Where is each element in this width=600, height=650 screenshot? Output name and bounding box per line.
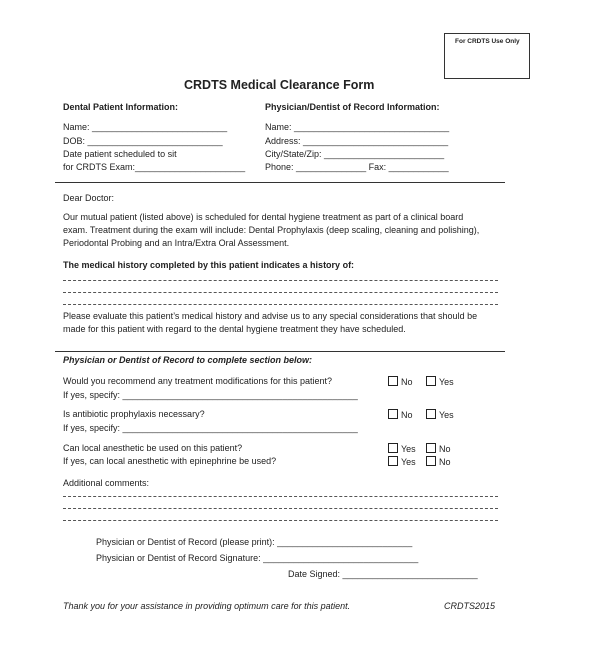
physician-city-field[interactable]: City/State/Zip: ________________________: [265, 149, 445, 159]
q4-text: If yes, can local anesthetic with epinephrine be used?: [63, 456, 277, 466]
section-heading: Physician or Dentist of Record to complete section below:: [63, 355, 313, 365]
q4-yes-option[interactable]: Yes: [388, 456, 416, 467]
print-name-field[interactable]: Physician or Dentist of Record (please print): ___________________________: [96, 537, 413, 547]
patient-date-label: Date patient scheduled to sit: [63, 149, 177, 159]
letter-para1-line1: Our mutual patient (listed above) is scheduled for dental hygiene treatment as part of a clinical board: [63, 212, 464, 222]
physician-phone-field[interactable]: Phone: ______________ Fax: ____________: [265, 162, 449, 172]
q3-no-option[interactable]: No: [426, 443, 451, 454]
comments-line[interactable]: [63, 508, 498, 509]
date-signed-field[interactable]: Date Signed: ___________________________: [288, 569, 478, 579]
comments-line[interactable]: [63, 496, 498, 497]
history-line[interactable]: [63, 304, 498, 305]
history-line[interactable]: [63, 292, 498, 293]
checkbox-icon[interactable]: [388, 443, 398, 453]
q2-text: Is antibiotic prophylaxis necessary?: [63, 409, 205, 419]
office-use-box: [444, 33, 530, 79]
letter-para1-line2: exam. Treatment during the exam will include: Dental Prophylaxis (deep scaling, cleaning and polishing),: [63, 225, 480, 235]
office-use-label: For CRDTS Use Only: [455, 38, 520, 45]
patient-dob-field[interactable]: DOB: ___________________________: [63, 136, 223, 146]
history-heading: The medical history completed by this patient indicates a history of:: [63, 260, 355, 270]
q1-specify-field[interactable]: If yes, specify: _______________________________________________: [63, 390, 358, 400]
footer-code: CRDTS2015: [444, 601, 496, 611]
divider-top: [55, 182, 505, 183]
patient-exam-date-field[interactable]: for CRDTS Exam:______________________: [63, 162, 246, 172]
checkbox-icon[interactable]: [426, 443, 436, 453]
comments-line[interactable]: [63, 520, 498, 521]
letter-para1-line3: Periodontal Probing and an Intra/Extra Oral Assessment.: [63, 238, 290, 248]
q1-no-option[interactable]: No: [388, 376, 413, 387]
checkbox-icon[interactable]: [388, 376, 398, 386]
history-line[interactable]: [63, 280, 498, 281]
q3-yes-option[interactable]: Yes: [388, 443, 416, 454]
footer-thanks: Thank you for your assistance in providing optimum care for this patient.: [63, 601, 351, 611]
checkbox-icon[interactable]: [388, 409, 398, 419]
salutation: Dear Doctor:: [63, 193, 115, 203]
patient-name-field[interactable]: Name: ___________________________: [63, 122, 228, 132]
additional-comments-label: Additional comments:: [63, 478, 150, 488]
checkbox-icon[interactable]: [426, 456, 436, 466]
q2-specify-field[interactable]: If yes, specify: _______________________________________________: [63, 423, 358, 433]
divider-middle: [55, 351, 505, 352]
patient-heading: Dental Patient Information:: [63, 102, 179, 112]
q1-text: Would you recommend any treatment modifications for this patient?: [63, 376, 332, 386]
q2-no-option[interactable]: No: [388, 409, 413, 420]
physician-name-field[interactable]: Name: _______________________________: [265, 122, 450, 132]
q3-text: Can local anesthetic be used on this patient?: [63, 443, 243, 453]
physician-heading: Physician/Dentist of Record Information:: [265, 102, 440, 112]
form-title: CRDTS Medical Clearance Form: [184, 78, 375, 92]
signature-field[interactable]: Physician or Dentist of Record Signature: _______________________________: [96, 553, 419, 563]
q2-yes-option[interactable]: Yes: [426, 409, 454, 420]
checkbox-icon[interactable]: [388, 456, 398, 466]
letter-para2-line2: made for this patient with regard to the dental hygiene treatment they have scheduled.: [63, 324, 406, 334]
q1-yes-option[interactable]: Yes: [426, 376, 454, 387]
checkbox-icon[interactable]: [426, 376, 436, 386]
letter-para2-line1: Please evaluate this patient’s medical history and advise us to any special considerations that should be: [63, 311, 478, 321]
physician-address-field[interactable]: Address: _____________________________: [265, 136, 449, 146]
q4-no-option[interactable]: No: [426, 456, 451, 467]
checkbox-icon[interactable]: [426, 409, 436, 419]
